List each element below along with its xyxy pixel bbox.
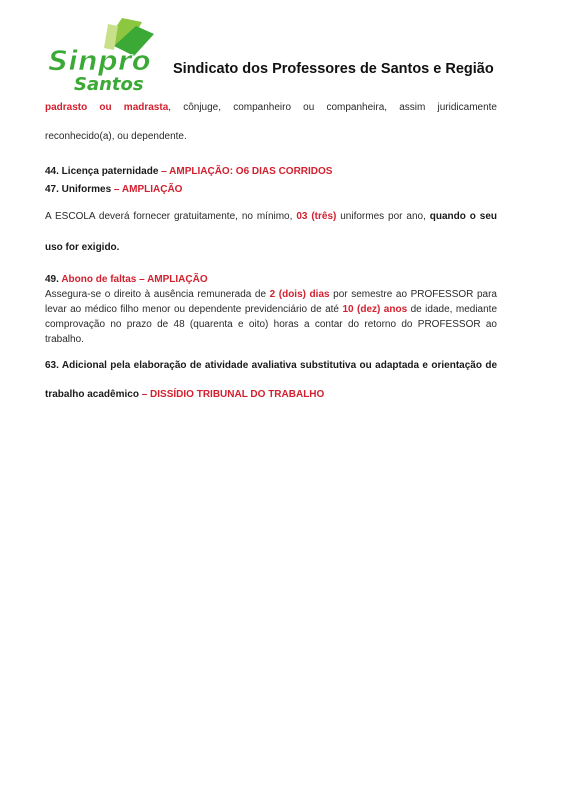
clause-44-title: 44. Licença paternidade	[45, 166, 159, 177]
page-header	[0, 0, 570, 96]
clause-49-line-2	[45, 302, 497, 317]
clause-44-tag: – AMPLIAÇÃO: O6 DIAS CORRIDOS	[158, 166, 333, 177]
clause-49-line-3: comprovação no prazo de 48 (quarenta e oito) horas a contar do retorno do PROFESSOR ao	[45, 319, 497, 330]
highlight-text: 10 (dez) anos	[342, 304, 408, 315]
highlight-text: padrasto	[45, 102, 88, 113]
highlight-text: madrasta	[123, 102, 169, 113]
body-text: por semestre ao PROFESSOR para	[329, 289, 497, 300]
clause-47	[45, 182, 497, 255]
clause-63-line-1: 63. Adicional pela elaboração de atividade avaliativa substitutiva ou adaptada e orientação de	[45, 360, 497, 371]
clause-49-number: 49.	[45, 274, 62, 285]
organization-name: Sindicato dos Professores de Santos e Região	[173, 61, 494, 77]
bold-text: quando o seu	[429, 211, 498, 222]
clause-44	[45, 164, 497, 179]
clause-47-tag: – AMPLIAÇÃO	[111, 184, 183, 195]
clause-63-tag: – DISSÍDIO TRIBUNAL DO TRABALHO	[138, 389, 325, 400]
clause-49-line-4: trabalho.	[45, 334, 84, 345]
clause-63-title-end: trabalho acadêmico	[45, 389, 139, 400]
clause-47-title: 47. Uniformes	[45, 184, 112, 195]
highlight-text: 03 (três)	[296, 211, 337, 222]
body-text: de idade, mediante	[407, 304, 498, 315]
highlight-text: 2 (dois) dias	[269, 289, 330, 300]
highlight-text: ou	[99, 102, 112, 113]
body-text: Assegura-se o direito à ausência remunerada de	[45, 289, 270, 300]
body-text: , cônjuge, companheiro ou companheira, assim juridicamente	[168, 102, 497, 113]
clause-49-title: Abono de faltas – AMPLIAÇÃO	[61, 274, 208, 285]
body-text: levar ao médico filho menor ou dependente previdenciário de até	[45, 304, 343, 315]
clause-49-line-1	[45, 287, 497, 302]
body-text: uniformes por ano,	[336, 211, 430, 222]
clause-63	[45, 358, 497, 402]
clause-47-text-line-2: uso for exigido.	[45, 242, 120, 253]
clause-63-line-2	[45, 387, 497, 402]
logo-text-top: Sinpro	[48, 44, 151, 77]
logo-text-bottom: Santos	[74, 74, 144, 94]
body-text: A ESCOLA deverá fornecer gratuitamente, no mínimo,	[45, 211, 297, 222]
clause-49	[45, 272, 497, 347]
clause-47-text	[45, 209, 497, 224]
continuation-line-1	[45, 100, 497, 115]
continuation-line-2: reconhecido(a), ou dependente.	[45, 131, 187, 142]
sinpro-santos-logo	[44, 12, 156, 94]
continuation-paragraph	[45, 100, 497, 144]
